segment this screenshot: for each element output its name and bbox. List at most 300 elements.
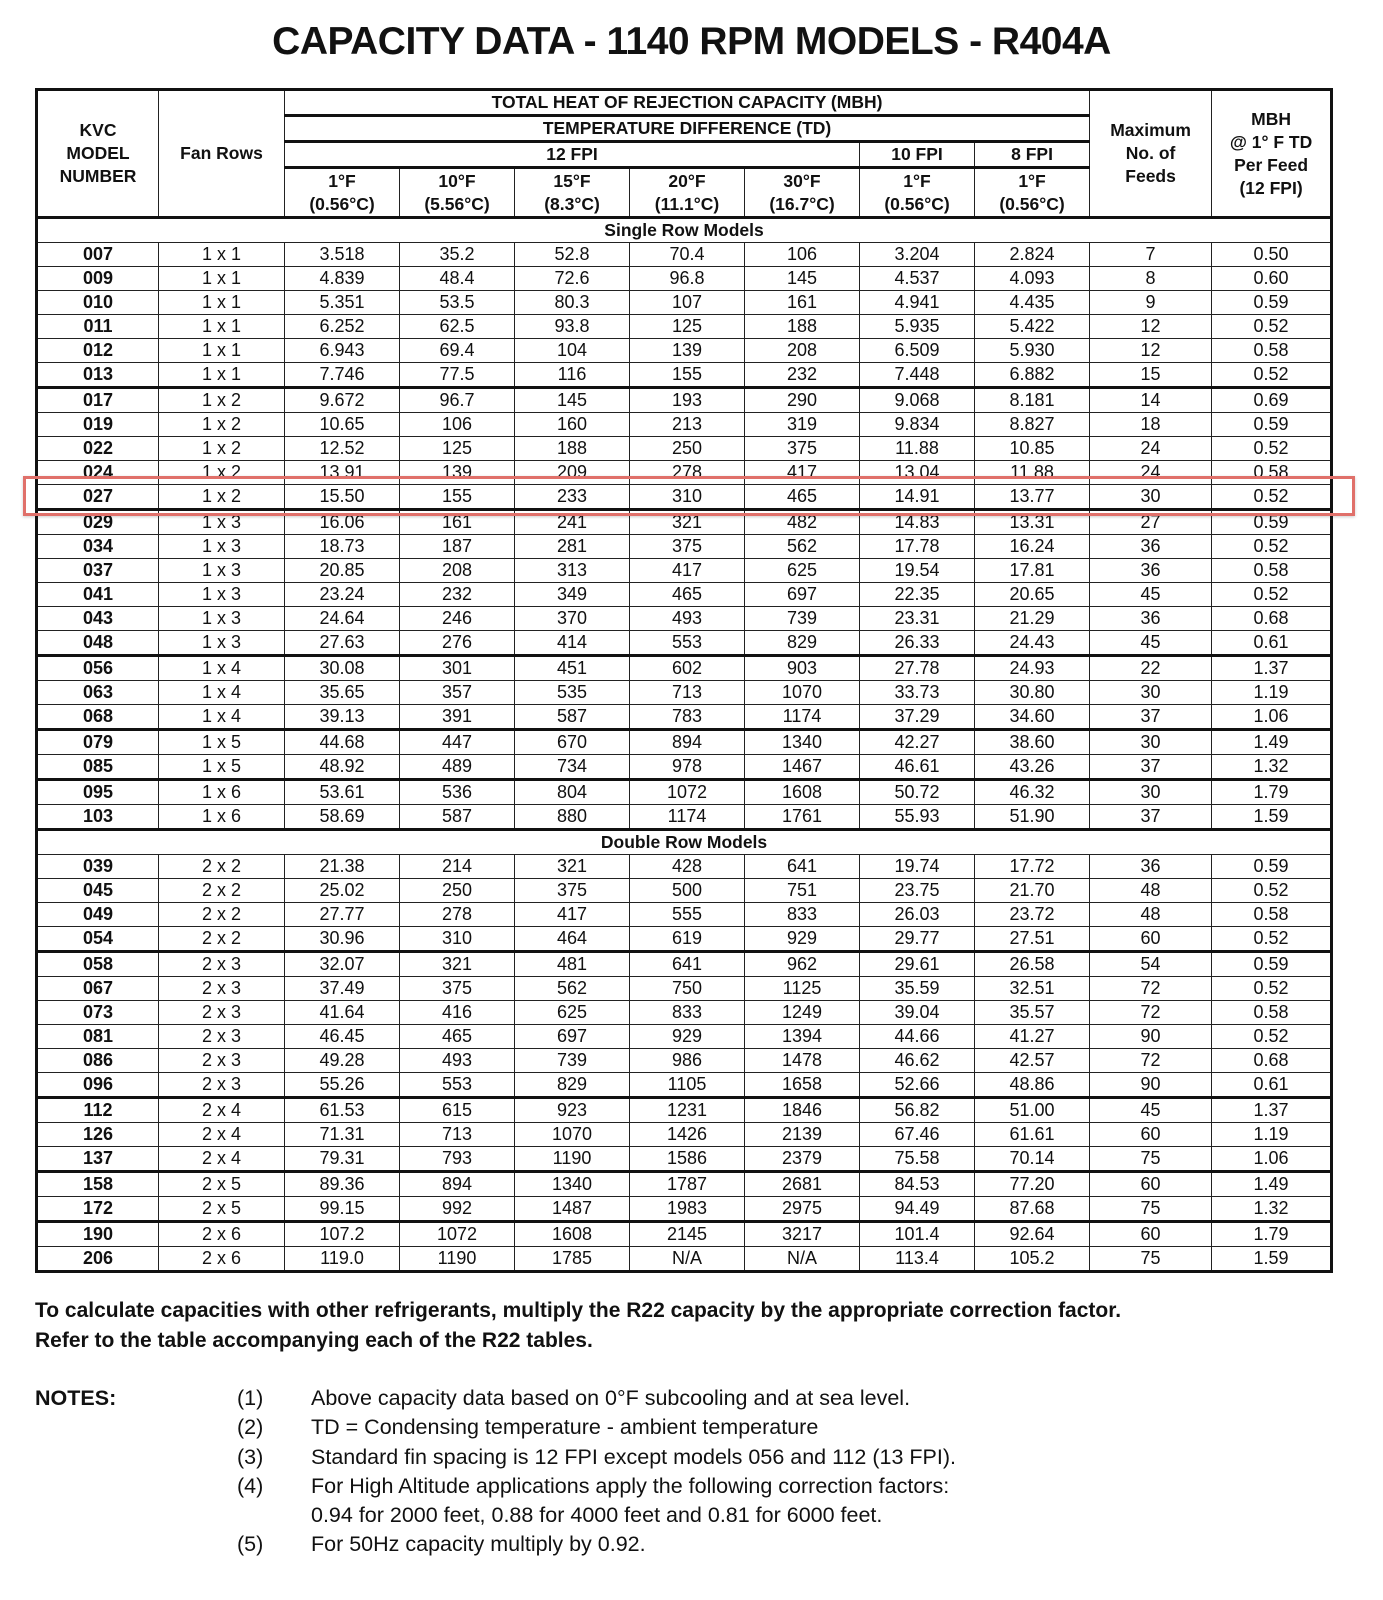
table-cell: 751 — [745, 879, 860, 903]
table-cell: 35.57 — [975, 1001, 1090, 1025]
table-cell: 27.78 — [860, 656, 975, 681]
table-row — [37, 879, 1332, 903]
table-cell: 1 x 3 — [159, 607, 285, 631]
table-cell: 319 — [745, 413, 860, 437]
table-cell: 734 — [515, 755, 630, 780]
table-cell: 26.33 — [860, 631, 975, 656]
note-text: Standard fin spacing is 12 FPI except models 056 and 112 (13 FPI). — [311, 1444, 956, 1469]
table-cell: 1 x 3 — [159, 535, 285, 559]
table-row — [37, 1123, 1332, 1147]
table-cell: 41.64 — [285, 1001, 400, 1025]
table-cell: 1 x 1 — [159, 267, 285, 291]
table-cell: 44.68 — [285, 730, 400, 755]
table-cell: 1608 — [515, 1222, 630, 1247]
table-cell: 833 — [745, 903, 860, 927]
table-cell: 0.60 — [1212, 267, 1332, 291]
table-cell: 90 — [1090, 1073, 1212, 1098]
table-cell: 55.93 — [860, 805, 975, 830]
note-item — [237, 1472, 1137, 1501]
header-td-column — [515, 168, 630, 218]
table-cell: 60 — [1090, 1172, 1212, 1197]
table-cell: 19.74 — [860, 855, 975, 879]
table-cell: 50.72 — [860, 780, 975, 805]
table-cell: 310 — [630, 485, 745, 510]
table-cell: 42.57 — [975, 1049, 1090, 1073]
table-cell: 313 — [515, 559, 630, 583]
table-cell: 75.58 — [860, 1147, 975, 1172]
table-cell: 0.52 — [1212, 977, 1332, 1001]
table-cell: 107.2 — [285, 1222, 400, 1247]
table-cell: 276 — [400, 631, 515, 656]
table-cell: 641 — [745, 855, 860, 879]
table-cell: 17.81 — [975, 559, 1090, 583]
header-text: (0.56°C) — [999, 193, 1065, 214]
header-text: @ 1° F TD — [1229, 131, 1313, 152]
table-row — [37, 607, 1332, 631]
table-cell: 697 — [745, 583, 860, 607]
table-cell: 60 — [1090, 1123, 1212, 1147]
table-cell: 1586 — [630, 1147, 745, 1172]
table-cell: 2139 — [745, 1123, 860, 1147]
header-td-column — [860, 168, 975, 218]
table-cell: 1340 — [515, 1172, 630, 1197]
table-cell: 1 x 4 — [159, 681, 285, 705]
table-cell: 481 — [515, 952, 630, 977]
table-cell: 391 — [400, 705, 515, 730]
model-number-cell: 056 — [37, 656, 159, 681]
table-row — [37, 855, 1332, 879]
table-cell: 13.77 — [975, 485, 1090, 510]
table-row — [37, 1025, 1332, 1049]
table-cell: 281 — [515, 535, 630, 559]
table-cell: 90 — [1090, 1025, 1212, 1049]
table-cell: 321 — [515, 855, 630, 879]
table-cell: 0.68 — [1212, 1049, 1332, 1073]
header-text: No. of — [1125, 143, 1176, 163]
table-cell: 39.04 — [860, 1001, 975, 1025]
table-cell: 375 — [400, 977, 515, 1001]
table-cell: 6.252 — [285, 315, 400, 339]
table-cell: 880 — [515, 805, 630, 830]
table-cell: 1174 — [745, 705, 860, 730]
table-cell: 145 — [745, 267, 860, 291]
table-cell: 75 — [1090, 1197, 1212, 1222]
table-cell: 37 — [1090, 805, 1212, 830]
table-cell: 3.204 — [860, 243, 975, 267]
note-text: 0.94 for 2000 feet, 0.88 for 4000 feet and 0.81 for 6000 feet. — [311, 1503, 883, 1528]
table-cell: 619 — [630, 927, 745, 952]
table-cell: 1.37 — [1212, 656, 1332, 681]
table-cell: 4.537 — [860, 267, 975, 291]
table-cell: 1.59 — [1212, 1247, 1332, 1272]
table-cell: 1 x 6 — [159, 780, 285, 805]
table-cell: 1 x 1 — [159, 243, 285, 267]
table-cell: 15.50 — [285, 485, 400, 510]
table-cell: 44.66 — [860, 1025, 975, 1049]
table-cell: 2 x 3 — [159, 952, 285, 977]
header-fan-rows: Fan Rows — [159, 90, 285, 218]
table-cell: 36 — [1090, 535, 1212, 559]
table-cell: 414 — [515, 631, 630, 656]
table-cell: 1478 — [745, 1049, 860, 1073]
table-cell: 0.58 — [1212, 339, 1332, 363]
table-cell: 3.518 — [285, 243, 400, 267]
model-number-cell: 067 — [37, 977, 159, 1001]
table-cell: 670 — [515, 730, 630, 755]
table-cell: 16.06 — [285, 510, 400, 535]
table-cell: 54 — [1090, 952, 1212, 977]
table-cell: 9 — [1090, 291, 1212, 315]
table-cell: 739 — [515, 1049, 630, 1073]
table-cell: 32.51 — [975, 977, 1090, 1001]
table-cell: 1190 — [400, 1247, 515, 1272]
table-cell: 27.77 — [285, 903, 400, 927]
table-cell: 739 — [745, 607, 860, 631]
table-cell: 52.66 — [860, 1073, 975, 1098]
header-temperature-difference: TEMPERATURE DIFFERENCE (TD) — [285, 116, 1090, 142]
model-number-cell: 013 — [37, 363, 159, 388]
table-cell: 1125 — [745, 977, 860, 1001]
table-cell: 929 — [630, 1025, 745, 1049]
table-cell: 1.19 — [1212, 1123, 1332, 1147]
model-number-cell: 024 — [37, 461, 159, 485]
table-cell: 11.88 — [975, 461, 1090, 485]
table-cell: 23.72 — [975, 903, 1090, 927]
table-cell: 0.58 — [1212, 461, 1332, 485]
table-cell: 77.20 — [975, 1172, 1090, 1197]
table-cell: 32.07 — [285, 952, 400, 977]
table-cell: 428 — [630, 855, 745, 879]
table-cell: 1.19 — [1212, 681, 1332, 705]
table-cell: 84.53 — [860, 1172, 975, 1197]
table-cell: 1070 — [515, 1123, 630, 1147]
header-text: 1°F — [1018, 170, 1046, 191]
table-cell: 1787 — [630, 1172, 745, 1197]
header-text: MODEL — [66, 143, 130, 163]
table-cell: 72 — [1090, 1001, 1212, 1025]
table-cell: 208 — [400, 559, 515, 583]
table-cell: 27.63 — [285, 631, 400, 656]
table-cell: 26.58 — [975, 952, 1090, 977]
table-cell: 2145 — [630, 1222, 745, 1247]
table-cell: 160 — [515, 413, 630, 437]
header-text: (11.1°C) — [654, 193, 720, 214]
table-cell: 12.52 — [285, 437, 400, 461]
table-cell: 55.26 — [285, 1073, 400, 1098]
header-mbh-per-feed — [1212, 90, 1332, 218]
table-cell: 4.839 — [285, 267, 400, 291]
note-number: (4) — [237, 1473, 264, 1498]
model-number-cell: 085 — [37, 755, 159, 780]
table-row — [37, 805, 1332, 830]
table-cell: 451 — [515, 656, 630, 681]
table-cell: 36 — [1090, 855, 1212, 879]
header-td-column — [400, 168, 515, 218]
table-row — [37, 1073, 1332, 1098]
table-cell: 51.90 — [975, 805, 1090, 830]
table-cell: 48 — [1090, 879, 1212, 903]
table-cell: 37.29 — [860, 705, 975, 730]
table-cell: 13.04 — [860, 461, 975, 485]
table-cell: 46.45 — [285, 1025, 400, 1049]
table-cell: 750 — [630, 977, 745, 1001]
table-cell: 232 — [745, 363, 860, 388]
table-cell: 1487 — [515, 1197, 630, 1222]
note-text: Above capacity data based on 0°F subcooling and at sea level. — [311, 1386, 911, 1410]
table-cell: 62.5 — [400, 315, 515, 339]
model-number-cell: 048 — [37, 631, 159, 656]
table-cell: 903 — [745, 656, 860, 681]
table-cell: 555 — [630, 903, 745, 927]
table-cell: 375 — [515, 879, 630, 903]
model-number-cell: 011 — [37, 315, 159, 339]
header-8-fpi: 8 FPI — [975, 142, 1090, 168]
model-number-cell: 017 — [37, 388, 159, 413]
table-cell: 5.351 — [285, 291, 400, 315]
table-cell: 51.00 — [975, 1098, 1090, 1123]
model-number-cell: 172 — [37, 1197, 159, 1222]
table-row — [37, 583, 1332, 607]
table-cell: 188 — [745, 315, 860, 339]
table-cell: 10.65 — [285, 413, 400, 437]
table-row — [37, 1247, 1332, 1272]
table-cell: 89.36 — [285, 1172, 400, 1197]
table-cell: 1983 — [630, 1197, 745, 1222]
table-cell: 60 — [1090, 1222, 1212, 1247]
model-number-cell: 103 — [37, 805, 159, 830]
table-cell: 187 — [400, 535, 515, 559]
table-cell: 713 — [630, 681, 745, 705]
table-row — [37, 755, 1332, 780]
table-cell: 37 — [1090, 705, 1212, 730]
table-row — [37, 705, 1332, 730]
table-row — [37, 1049, 1332, 1073]
table-cell: 0.68 — [1212, 607, 1332, 631]
model-number-cell: 158 — [37, 1172, 159, 1197]
table-cell: 37 — [1090, 755, 1212, 780]
table-cell: 14.83 — [860, 510, 975, 535]
table-cell: 36 — [1090, 607, 1212, 631]
table-row — [37, 485, 1332, 510]
model-number-cell: 034 — [37, 535, 159, 559]
table-row — [37, 927, 1332, 952]
table-cell: 1.49 — [1212, 730, 1332, 755]
table-row — [37, 243, 1332, 267]
note-item — [237, 1413, 1137, 1442]
table-row — [37, 1172, 1332, 1197]
table-cell: 80.3 — [515, 291, 630, 315]
footnote-line: To calculate capacities with other refrigerants, multiply the R22 capacity by the appropriate correction factor. — [35, 1299, 1122, 1322]
table-cell: 35.2 — [400, 243, 515, 267]
table-cell: 6.509 — [860, 339, 975, 363]
table-cell: 278 — [400, 903, 515, 927]
header-td-column — [285, 168, 400, 218]
table-cell: 46.61 — [860, 755, 975, 780]
table-row — [37, 559, 1332, 583]
table-cell: 14.91 — [860, 485, 975, 510]
header-text: (16.7°C) — [769, 193, 835, 214]
table-row — [37, 631, 1332, 656]
table-cell: 101.4 — [860, 1222, 975, 1247]
section-header: Single Row Models — [37, 218, 1332, 243]
table-cell: 19.54 — [860, 559, 975, 583]
header-text: (0.56°C) — [309, 193, 375, 214]
capacity-table — [35, 88, 1333, 1273]
note-item — [237, 1443, 1137, 1472]
note-number: (1) — [237, 1386, 264, 1410]
page-title: CAPACITY DATA - 1140 RPM MODELS - R404A — [272, 20, 1111, 63]
table-cell: 1 x 3 — [159, 559, 285, 583]
table-cell: 30.08 — [285, 656, 400, 681]
table-cell: 829 — [745, 631, 860, 656]
table-cell: 26.03 — [860, 903, 975, 927]
model-number-cell: 079 — [37, 730, 159, 755]
table-cell: 321 — [400, 952, 515, 977]
table-cell: 301 — [400, 656, 515, 681]
table-cell: 553 — [630, 631, 745, 656]
table-cell: 155 — [400, 485, 515, 510]
table-cell: 161 — [400, 510, 515, 535]
table-cell: 0.52 — [1212, 927, 1332, 952]
header-text: 1°F — [903, 170, 931, 191]
header-text: (0.56°C) — [884, 193, 950, 214]
table-cell: 587 — [515, 705, 630, 730]
note-text: For High Altitude applications apply the following correction factors: — [311, 1473, 950, 1498]
table-cell: 105.2 — [975, 1247, 1090, 1272]
table-cell: 1190 — [515, 1147, 630, 1172]
table-cell: 21.29 — [975, 607, 1090, 631]
table-cell: 61.61 — [975, 1123, 1090, 1147]
notes-label: NOTES: — [35, 1386, 117, 1410]
table-cell: 60 — [1090, 927, 1212, 952]
table-cell: 14 — [1090, 388, 1212, 413]
table-cell: 1.79 — [1212, 1222, 1332, 1247]
table-cell: 48 — [1090, 903, 1212, 927]
table-cell: 232 — [400, 583, 515, 607]
table-cell: 375 — [745, 437, 860, 461]
table-cell: 39.13 — [285, 705, 400, 730]
model-number-cell: 029 — [37, 510, 159, 535]
table-cell: 71.31 — [285, 1123, 400, 1147]
model-number-cell: 049 — [37, 903, 159, 927]
table-cell: 1785 — [515, 1247, 630, 1272]
table-cell: 0.59 — [1212, 510, 1332, 535]
table-cell: 465 — [630, 583, 745, 607]
table-cell: 72 — [1090, 1049, 1212, 1073]
table-cell: 1231 — [630, 1098, 745, 1123]
table-cell: 145 — [515, 388, 630, 413]
table-cell: 894 — [400, 1172, 515, 1197]
note-text: For 50Hz capacity multiply by 0.92. — [311, 1532, 646, 1557]
table-cell: 193 — [630, 388, 745, 413]
table-cell: 0.58 — [1212, 559, 1332, 583]
table-cell: 697 — [515, 1025, 630, 1049]
model-number-cell: 045 — [37, 879, 159, 903]
model-number-cell: 112 — [37, 1098, 159, 1123]
table-cell: 0.52 — [1212, 583, 1332, 607]
note-item — [237, 1384, 1137, 1413]
table-cell: 61.53 — [285, 1098, 400, 1123]
notes-list — [237, 1384, 1137, 1560]
footnote-line: Refer to the table accompanying each of the R22 tables. — [35, 1329, 593, 1352]
model-number-cell: 206 — [37, 1247, 159, 1272]
header-text: 20°F — [668, 170, 706, 191]
table-cell: 38.60 — [975, 730, 1090, 755]
table-cell: 119.0 — [285, 1247, 400, 1272]
table-cell: 500 — [630, 879, 745, 903]
table-cell: 1 x 3 — [159, 583, 285, 607]
table-cell: 45 — [1090, 631, 1212, 656]
header-text: (12 FPI) — [1239, 177, 1303, 198]
table-row — [37, 339, 1332, 363]
table-cell: 1340 — [745, 730, 860, 755]
table-cell: 58.69 — [285, 805, 400, 830]
table-cell: 16.24 — [975, 535, 1090, 559]
table-cell: 447 — [400, 730, 515, 755]
table-cell: 0.52 — [1212, 1025, 1332, 1049]
header-text: MBH — [1251, 108, 1291, 129]
table-cell: 0.61 — [1212, 1073, 1332, 1098]
table-row — [37, 1222, 1332, 1247]
table-cell: 96.7 — [400, 388, 515, 413]
note-number — [237, 1501, 311, 1530]
table-cell: 22 — [1090, 656, 1212, 681]
table-cell: 46.32 — [975, 780, 1090, 805]
table-row — [37, 363, 1332, 388]
table-row — [37, 1001, 1332, 1025]
table-cell: 1105 — [630, 1073, 745, 1098]
header-text: 1°F — [328, 170, 356, 191]
table-cell: 52.8 — [515, 243, 630, 267]
table-cell: 829 — [515, 1073, 630, 1098]
model-number-cell: 096 — [37, 1073, 159, 1098]
table-cell: 92.64 — [975, 1222, 1090, 1247]
table-cell: 106 — [745, 243, 860, 267]
table-cell: 1 x 5 — [159, 730, 285, 755]
table-cell: 1.37 — [1212, 1098, 1332, 1123]
table-cell: 0.59 — [1212, 952, 1332, 977]
table-cell: 978 — [630, 755, 745, 780]
table-cell: 12 — [1090, 339, 1212, 363]
table-cell: 2 x 5 — [159, 1197, 285, 1222]
table-cell: 24 — [1090, 437, 1212, 461]
table-cell: 20.85 — [285, 559, 400, 583]
table-cell: 0.58 — [1212, 1001, 1332, 1025]
table-cell: 370 — [515, 607, 630, 631]
table-cell: 2.824 — [975, 243, 1090, 267]
table-cell: 1.32 — [1212, 1197, 1332, 1222]
table-cell: 986 — [630, 1049, 745, 1073]
table-cell: 2 x 6 — [159, 1222, 285, 1247]
table-cell: 241 — [515, 510, 630, 535]
table-cell: 104 — [515, 339, 630, 363]
table-cell: 30 — [1090, 485, 1212, 510]
table-cell: 1 x 4 — [159, 656, 285, 681]
table-cell: 1 x 2 — [159, 485, 285, 510]
table-cell: 93.8 — [515, 315, 630, 339]
table-cell: 18 — [1090, 413, 1212, 437]
table-cell: 75 — [1090, 1247, 1212, 1272]
table-cell: 113.4 — [860, 1247, 975, 1272]
note-text: TD = Condensing temperature - ambient temperature — [311, 1415, 819, 1440]
table-cell: 5.935 — [860, 315, 975, 339]
header-td-column — [975, 168, 1090, 218]
table-cell: 37.49 — [285, 977, 400, 1001]
table-cell: 536 — [400, 780, 515, 805]
header-max-feeds — [1090, 90, 1212, 218]
table-cell: 1.79 — [1212, 780, 1332, 805]
table-cell: 625 — [515, 1001, 630, 1025]
